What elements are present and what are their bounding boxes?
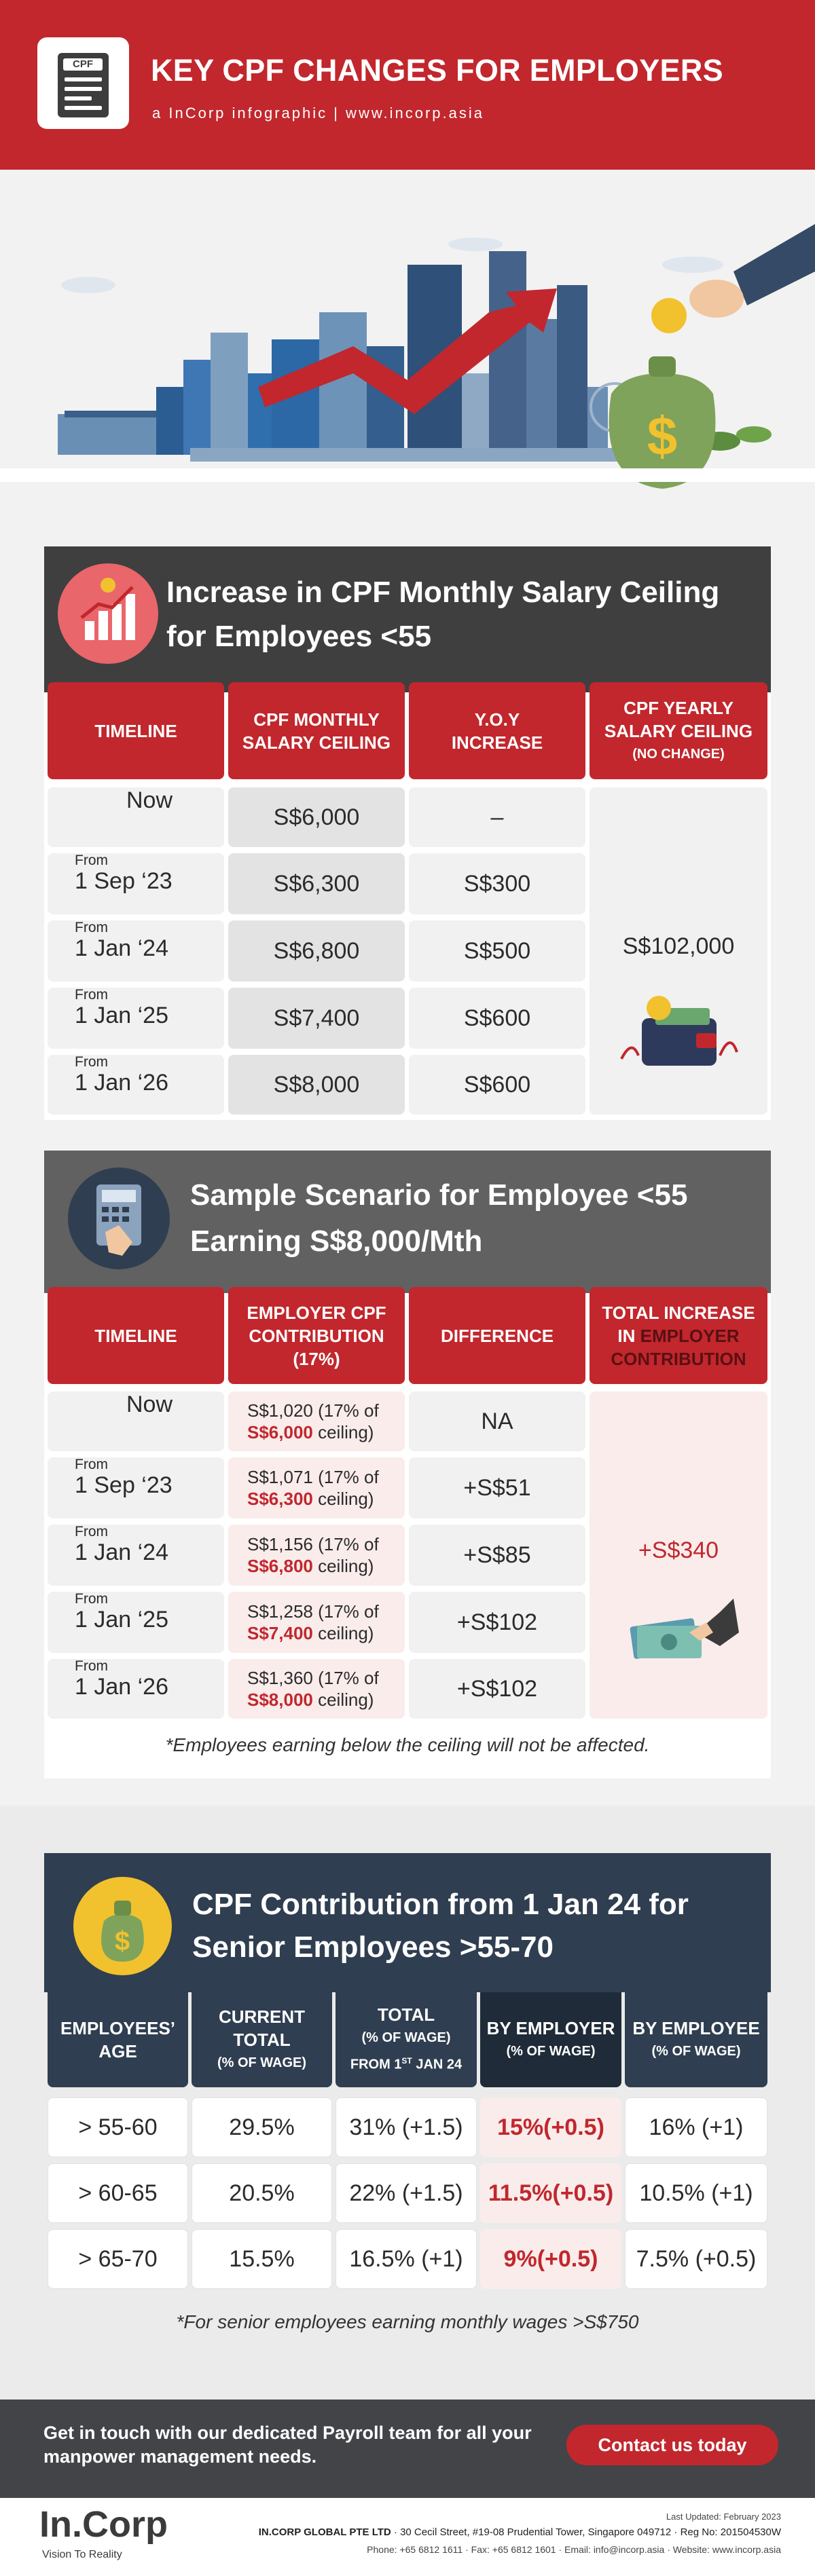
s1-header-yoy: Y.O.Y INCREASE [409, 682, 585, 779]
s1-row4-yoy: S$600 [409, 988, 585, 1049]
section2-title-line2: Earning S$8,000/Mth [190, 1225, 483, 1258]
s2-row4-timeline: From 1 Jan ‘25 [48, 1592, 224, 1653]
s3-header-employer: BY EMPLOYER (% OF WAGE) [480, 1992, 621, 2087]
s2-row3-timeline: From 1 Jan ‘24 [48, 1525, 224, 1586]
s1-header-yearly: CPF YEARLY SALARY CEILING (NO CHANGE) [590, 682, 767, 779]
s2-row5-diff: +S$102 [409, 1659, 585, 1719]
s3-header-current: CURRENT TOTAL (% OF WAGE) [192, 1992, 332, 2087]
section1-title-line2: for Employees <55 [166, 620, 432, 653]
cash-hand-icon [618, 1592, 740, 1666]
s1-row2-ceiling: S$6,300 [228, 853, 405, 914]
s2-header-timeline: TIMELINE [48, 1287, 224, 1384]
section2-note: *Employees earning below the ceiling will not be affected. [165, 1734, 650, 1755]
contact-info: Phone: +65 6812 1611 · Fax: +65 6812 1601 · Email: info@incorp.asia · Website: www.incorp.asia [367, 2544, 781, 2555]
s1-header-ceiling: CPF MONTHLY SALARY CEILING [228, 682, 405, 779]
svg-text:$: $ [114, 1926, 130, 1956]
s3-row1-age: > 55-60 [48, 2097, 188, 2157]
s2-row2-employer: S$1,071 (17% of S$6,300 ceiling) [228, 1457, 405, 1518]
s1-row5-ceiling: S$8,000 [228, 1055, 405, 1115]
s2-row3-diff: +S$85 [409, 1525, 585, 1586]
s2-header-employer: EMPLOYER CPF CONTRIBUTION (17%) [228, 1287, 405, 1384]
s1-header-timeline: TIMELINE [48, 682, 224, 779]
s2-total-increase: +S$340 [590, 1392, 767, 1719]
s2-row5-employer: S$1,360 (17% of S$8,000 ceiling) [228, 1659, 405, 1719]
s2-row1-employer: S$1,020 (17% of S$6,000 ceiling) [228, 1392, 405, 1451]
s3-row2-employee: 10.5% (+1) [625, 2163, 767, 2223]
page-subtitle: a InCorp infographic | www.incorp.asia [152, 105, 485, 122]
s3-row2-total: 22% (+1.5) [336, 2163, 477, 2223]
s3-row1-current: 29.5% [192, 2097, 332, 2157]
section3-title-line2: Senior Employees >55-70 [192, 1930, 554, 1964]
s3-header-employee: BY EMPLOYEE (% OF WAGE) [625, 1992, 767, 2087]
s1-row1-yoy: – [409, 787, 585, 847]
calculator-icon [68, 1168, 170, 1269]
company-info: IN.CORP GLOBAL PTE LTD · 30 Cecil Street, #19-08 Prudential Tower, Singapore 049712 · Reg No: 201504530W [258, 2526, 781, 2538]
brand-logo[interactable]: In.Corp [39, 2504, 168, 2545]
s1-row3-yoy: S$500 [409, 920, 585, 982]
wallet-icon [615, 991, 744, 1072]
s3-header-total: TOTAL (% OF WAGE) FROM 1ST JAN 24 [336, 1992, 477, 2087]
s1-row1-ceiling: S$6,000 [228, 787, 405, 847]
s1-yearly-value: S$102,000 [590, 787, 767, 1115]
s1-row4-ceiling: S$7,400 [228, 988, 405, 1049]
s1-row3-timeline: From 1 Jan ‘24 [48, 920, 224, 982]
brand-tagline: Vision To Reality [42, 2549, 122, 2560]
s1-row5-timeline: From 1 Jan ‘26 [48, 1055, 224, 1115]
s2-row3-employer: S$1,156 (17% of S$6,800 ceiling) [228, 1525, 405, 1586]
s3-row3-employer: 9%(+0.5) [480, 2229, 621, 2289]
s3-row1-employer: 15%(+0.5) [480, 2097, 621, 2157]
svg-text:$: $ [647, 406, 678, 466]
money-bag-icon [73, 1877, 172, 1975]
section1-title-line1: Increase in CPF Monthly Salary Ceiling [166, 576, 720, 609]
hero-illustration [0, 170, 815, 523]
s3-row1-employee: 16% (+1) [625, 2097, 767, 2157]
s2-row4-diff: +S$102 [409, 1592, 585, 1653]
section3-title-line1: CPF Contribution from 1 Jan 24 for [192, 1888, 689, 1921]
city-skyline-illustration [0, 170, 815, 523]
s2-row1-diff: NA [409, 1392, 585, 1451]
s2-row2-timeline: From 1 Sep ‘23 [48, 1457, 224, 1518]
cta-text: Get in touch with our dedicated Payroll team for all your manpower management needs. [43, 2423, 532, 2467]
contact-us-button[interactable]: Contact us today [566, 2425, 778, 2465]
s2-row1-timeline: Now [48, 1392, 224, 1451]
logo-tag: CPF [63, 58, 103, 71]
s1-row5-yoy: S$600 [409, 1055, 585, 1115]
s1-row4-timeline: From 1 Jan ‘25 [48, 988, 224, 1049]
s1-row2-timeline: From 1 Sep ‘23 [48, 853, 224, 914]
s1-row2-yoy: S$300 [409, 853, 585, 914]
s1-row3-ceiling: S$6,800 [228, 920, 405, 982]
page-title: KEY CPF CHANGES FOR EMPLOYERS [151, 53, 723, 88]
s3-row2-current: 20.5% [192, 2163, 332, 2223]
s2-row5-timeline: From 1 Jan ‘26 [48, 1659, 224, 1719]
s3-row3-employee: 7.5% (+0.5) [625, 2229, 767, 2289]
last-updated: Last Updated: February 2023 [666, 2512, 781, 2522]
s2-header-difference: DIFFERENCE [409, 1287, 585, 1384]
section3-note: *For senior employees earning monthly wages >S$750 [176, 2311, 639, 2332]
s3-row3-current: 15.5% [192, 2229, 332, 2289]
s3-row2-employer: 11.5%(+0.5) [480, 2163, 621, 2223]
s3-row2-age: > 60-65 [48, 2163, 188, 2223]
s2-row4-employer: S$1,258 (17% of S$7,400 ceiling) [228, 1592, 405, 1653]
s3-row1-total: 31% (+1.5) [336, 2097, 477, 2157]
s3-header-age: EMPLOYEES’ AGE [48, 1992, 188, 2087]
chart-icon [58, 563, 158, 664]
s1-row1-timeline: Now [48, 787, 224, 847]
s3-row3-age: > 65-70 [48, 2229, 188, 2289]
section2-title-line1: Sample Scenario for Employee <55 [190, 1178, 688, 1212]
s3-row3-total: 16.5% (+1) [336, 2229, 477, 2289]
s2-row2-diff: +S$51 [409, 1457, 585, 1518]
s2-header-total: TOTAL INCREASE IN EMPLOYER CONTRIBUTION [590, 1287, 767, 1384]
